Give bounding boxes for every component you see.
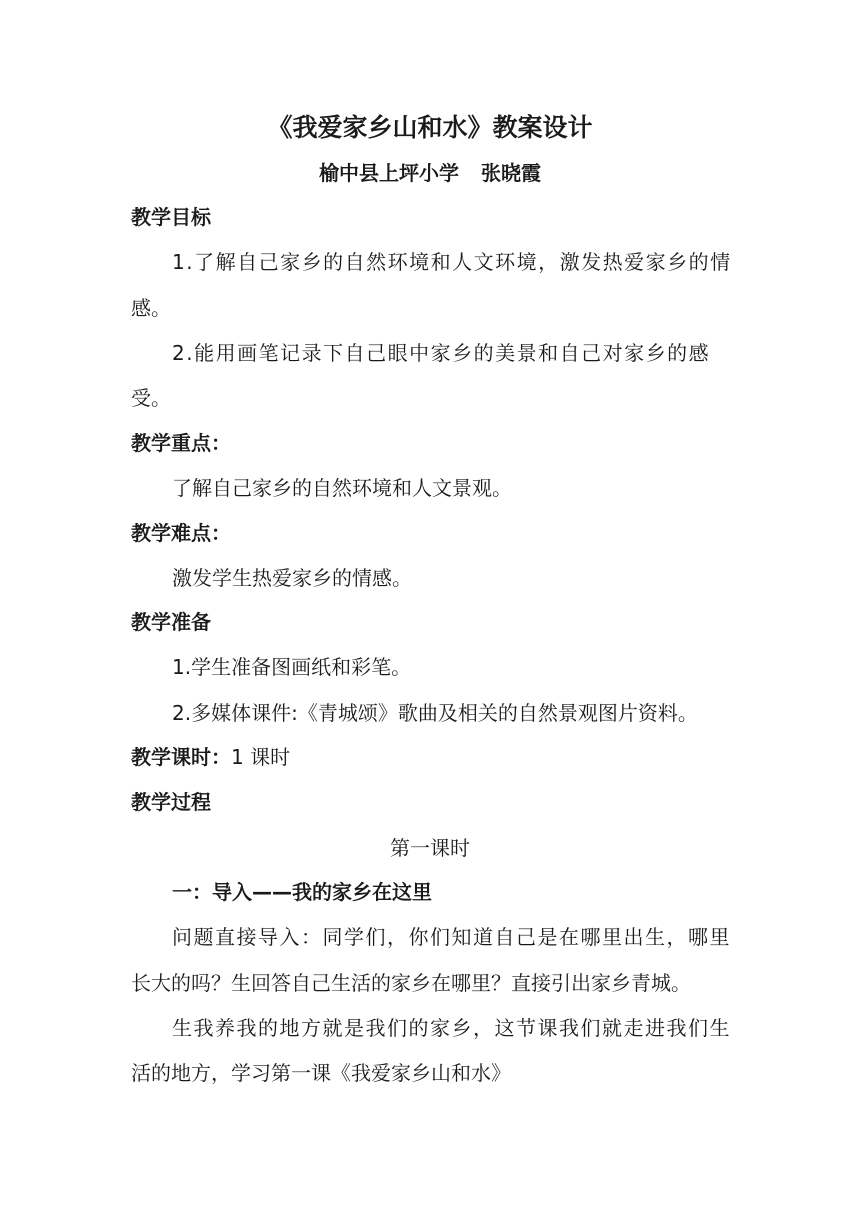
goal-2-line-2: 受。 — [131, 386, 171, 410]
difficulty-heading: 教学难点： — [131, 521, 231, 545]
lesson-label: 第一课时 — [390, 836, 470, 860]
author-name: 张晓霞 — [481, 161, 541, 185]
hours-value: 1 课时 — [231, 745, 291, 769]
prep-item-1: 1.学生准备图画纸和彩笔。 — [172, 655, 412, 679]
key-text: 了解自己家乡的自然环境和人文景观。 — [172, 476, 512, 500]
para-1-line-1: 问题直接导入：同学们，你们知道自己是在哪里出生，哪里 — [172, 925, 731, 949]
prep-heading: 教学准备 — [131, 610, 211, 634]
goal-1-line-2: 感。 — [131, 296, 171, 320]
section-1-heading: 一：导入——我的家乡在这里 — [172, 880, 432, 904]
hours-line — [131, 745, 290, 769]
goal-2-line-1: 2.能用画笔记录下自己眼中家乡的美景和自己对家乡的感 — [172, 341, 711, 365]
key-heading: 教学重点： — [131, 431, 231, 455]
para-1-line-2: 长大的吗？生回答自己生活的家乡在哪里？直接引出家乡青城。 — [131, 971, 691, 995]
author-line — [0, 161, 860, 185]
author-school: 榆中县上坪小学 — [319, 161, 459, 185]
difficulty-text: 激发学生热爱家乡的情感。 — [172, 566, 412, 590]
para-2-line-1: 生我养我的地方就是我们的家乡，这节课我们就走进我们生 — [172, 1016, 731, 1040]
para-2-line-2: 活的地方，学习第一课《我爱家乡山和水》 — [131, 1061, 511, 1085]
process-heading: 教学过程 — [131, 790, 211, 814]
goal-1-line-1: 1.了解自己家乡的自然环境和人文环境，激发热爱家乡的情 — [172, 250, 732, 274]
prep-item-2: 2.多媒体课件:《青城颂》歌曲及相关的自然景观图片资料。 — [172, 701, 698, 725]
page-title: 《我爱家乡山和水》教案设计 — [267, 113, 593, 142]
goals-heading: 教学目标 — [131, 205, 211, 229]
hours-heading: 教学课时： — [131, 745, 231, 769]
